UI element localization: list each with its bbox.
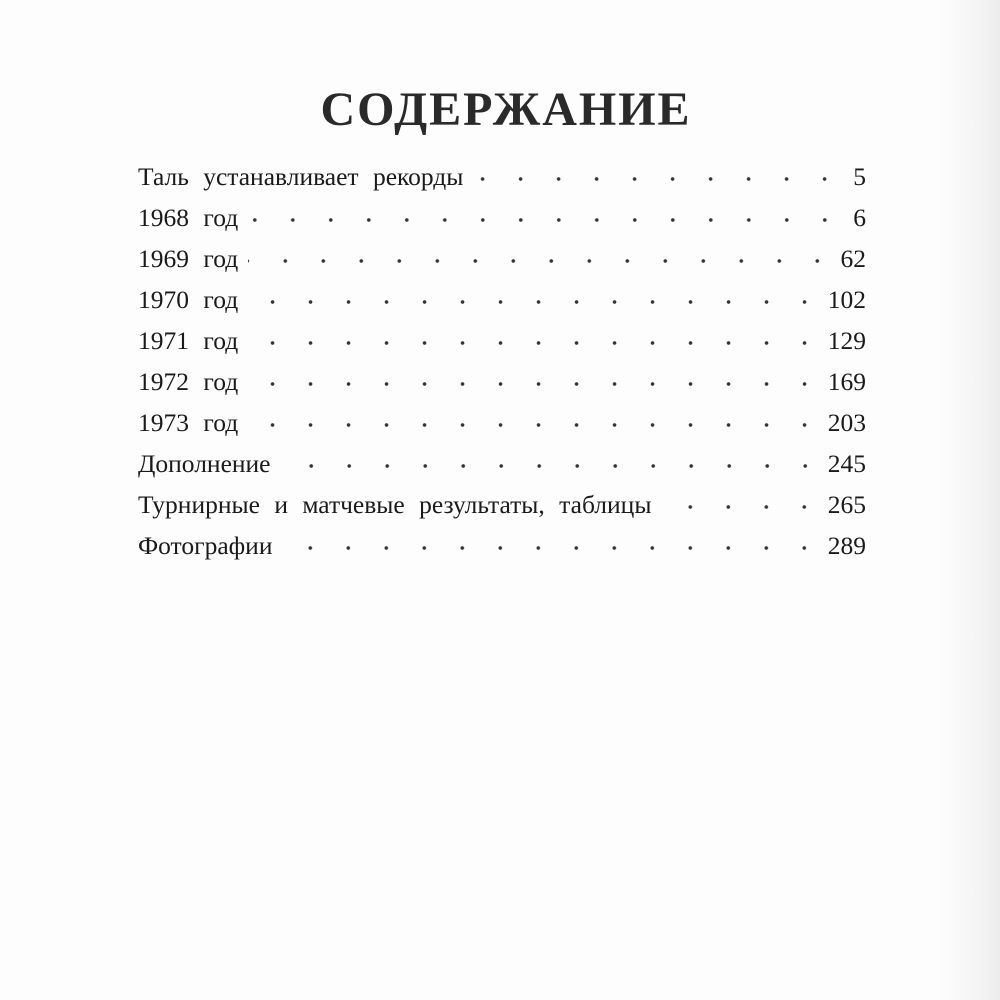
- dot-leader: [248, 379, 824, 389]
- toc-entry-page: 102: [827, 285, 866, 314]
- dot-leader: [248, 256, 836, 266]
- toc-entry: [138, 234, 866, 275]
- toc-entry-page: 169: [827, 367, 866, 396]
- toc-entry-label: 1968 год: [138, 203, 239, 232]
- toc-entry-page: 245: [827, 449, 866, 478]
- dot-leader: [661, 502, 823, 512]
- toc-entry-page: 289: [827, 531, 866, 560]
- toc-entry-label: 1969 год: [138, 244, 239, 273]
- table-of-contents: [138, 152, 866, 562]
- toc-entry-label: Таль устанавливает рекорды: [138, 162, 464, 191]
- toc-entry-page: 265: [827, 490, 866, 519]
- toc-entry: [138, 316, 866, 357]
- page-title: СОДЕРЖАНИЕ: [320, 83, 692, 136]
- toc-entry-page: 62: [840, 244, 866, 273]
- toc-entry: [138, 480, 866, 521]
- toc-entry-label: Турнирные и матчевые результаты, таблицы: [138, 490, 652, 519]
- toc-entry: [138, 357, 866, 398]
- toc-entry-label: Фотографии: [138, 531, 273, 560]
- dot-leader: [248, 338, 824, 348]
- dot-leader: [248, 420, 824, 430]
- page-edge-shadow: [940, 0, 1000, 1000]
- toc-entry-label: 1973 год: [138, 408, 239, 437]
- toc-entry: [138, 439, 866, 480]
- toc-entry-label: 1971 год: [138, 326, 239, 355]
- toc-entry-label: Дополнение: [138, 449, 271, 478]
- toc-entry-page: 5: [853, 162, 866, 191]
- toc-entry: [138, 521, 866, 562]
- dot-leader: [248, 297, 824, 307]
- toc-entry: [138, 193, 866, 234]
- toc-entry: [138, 275, 866, 316]
- dot-leader: [248, 215, 844, 225]
- toc-entry-page: 203: [827, 408, 866, 437]
- dot-leader: [282, 543, 823, 553]
- toc-entry: [138, 152, 866, 193]
- dot-leader: [281, 461, 824, 471]
- toc-entry-label: 1970 год: [138, 285, 239, 314]
- toc-entry-label: 1972 год: [138, 367, 239, 396]
- toc-entry-page: 129: [827, 326, 866, 355]
- toc-entry-page: 6: [853, 203, 866, 232]
- dot-leader: [473, 174, 844, 184]
- toc-entry: [138, 398, 866, 439]
